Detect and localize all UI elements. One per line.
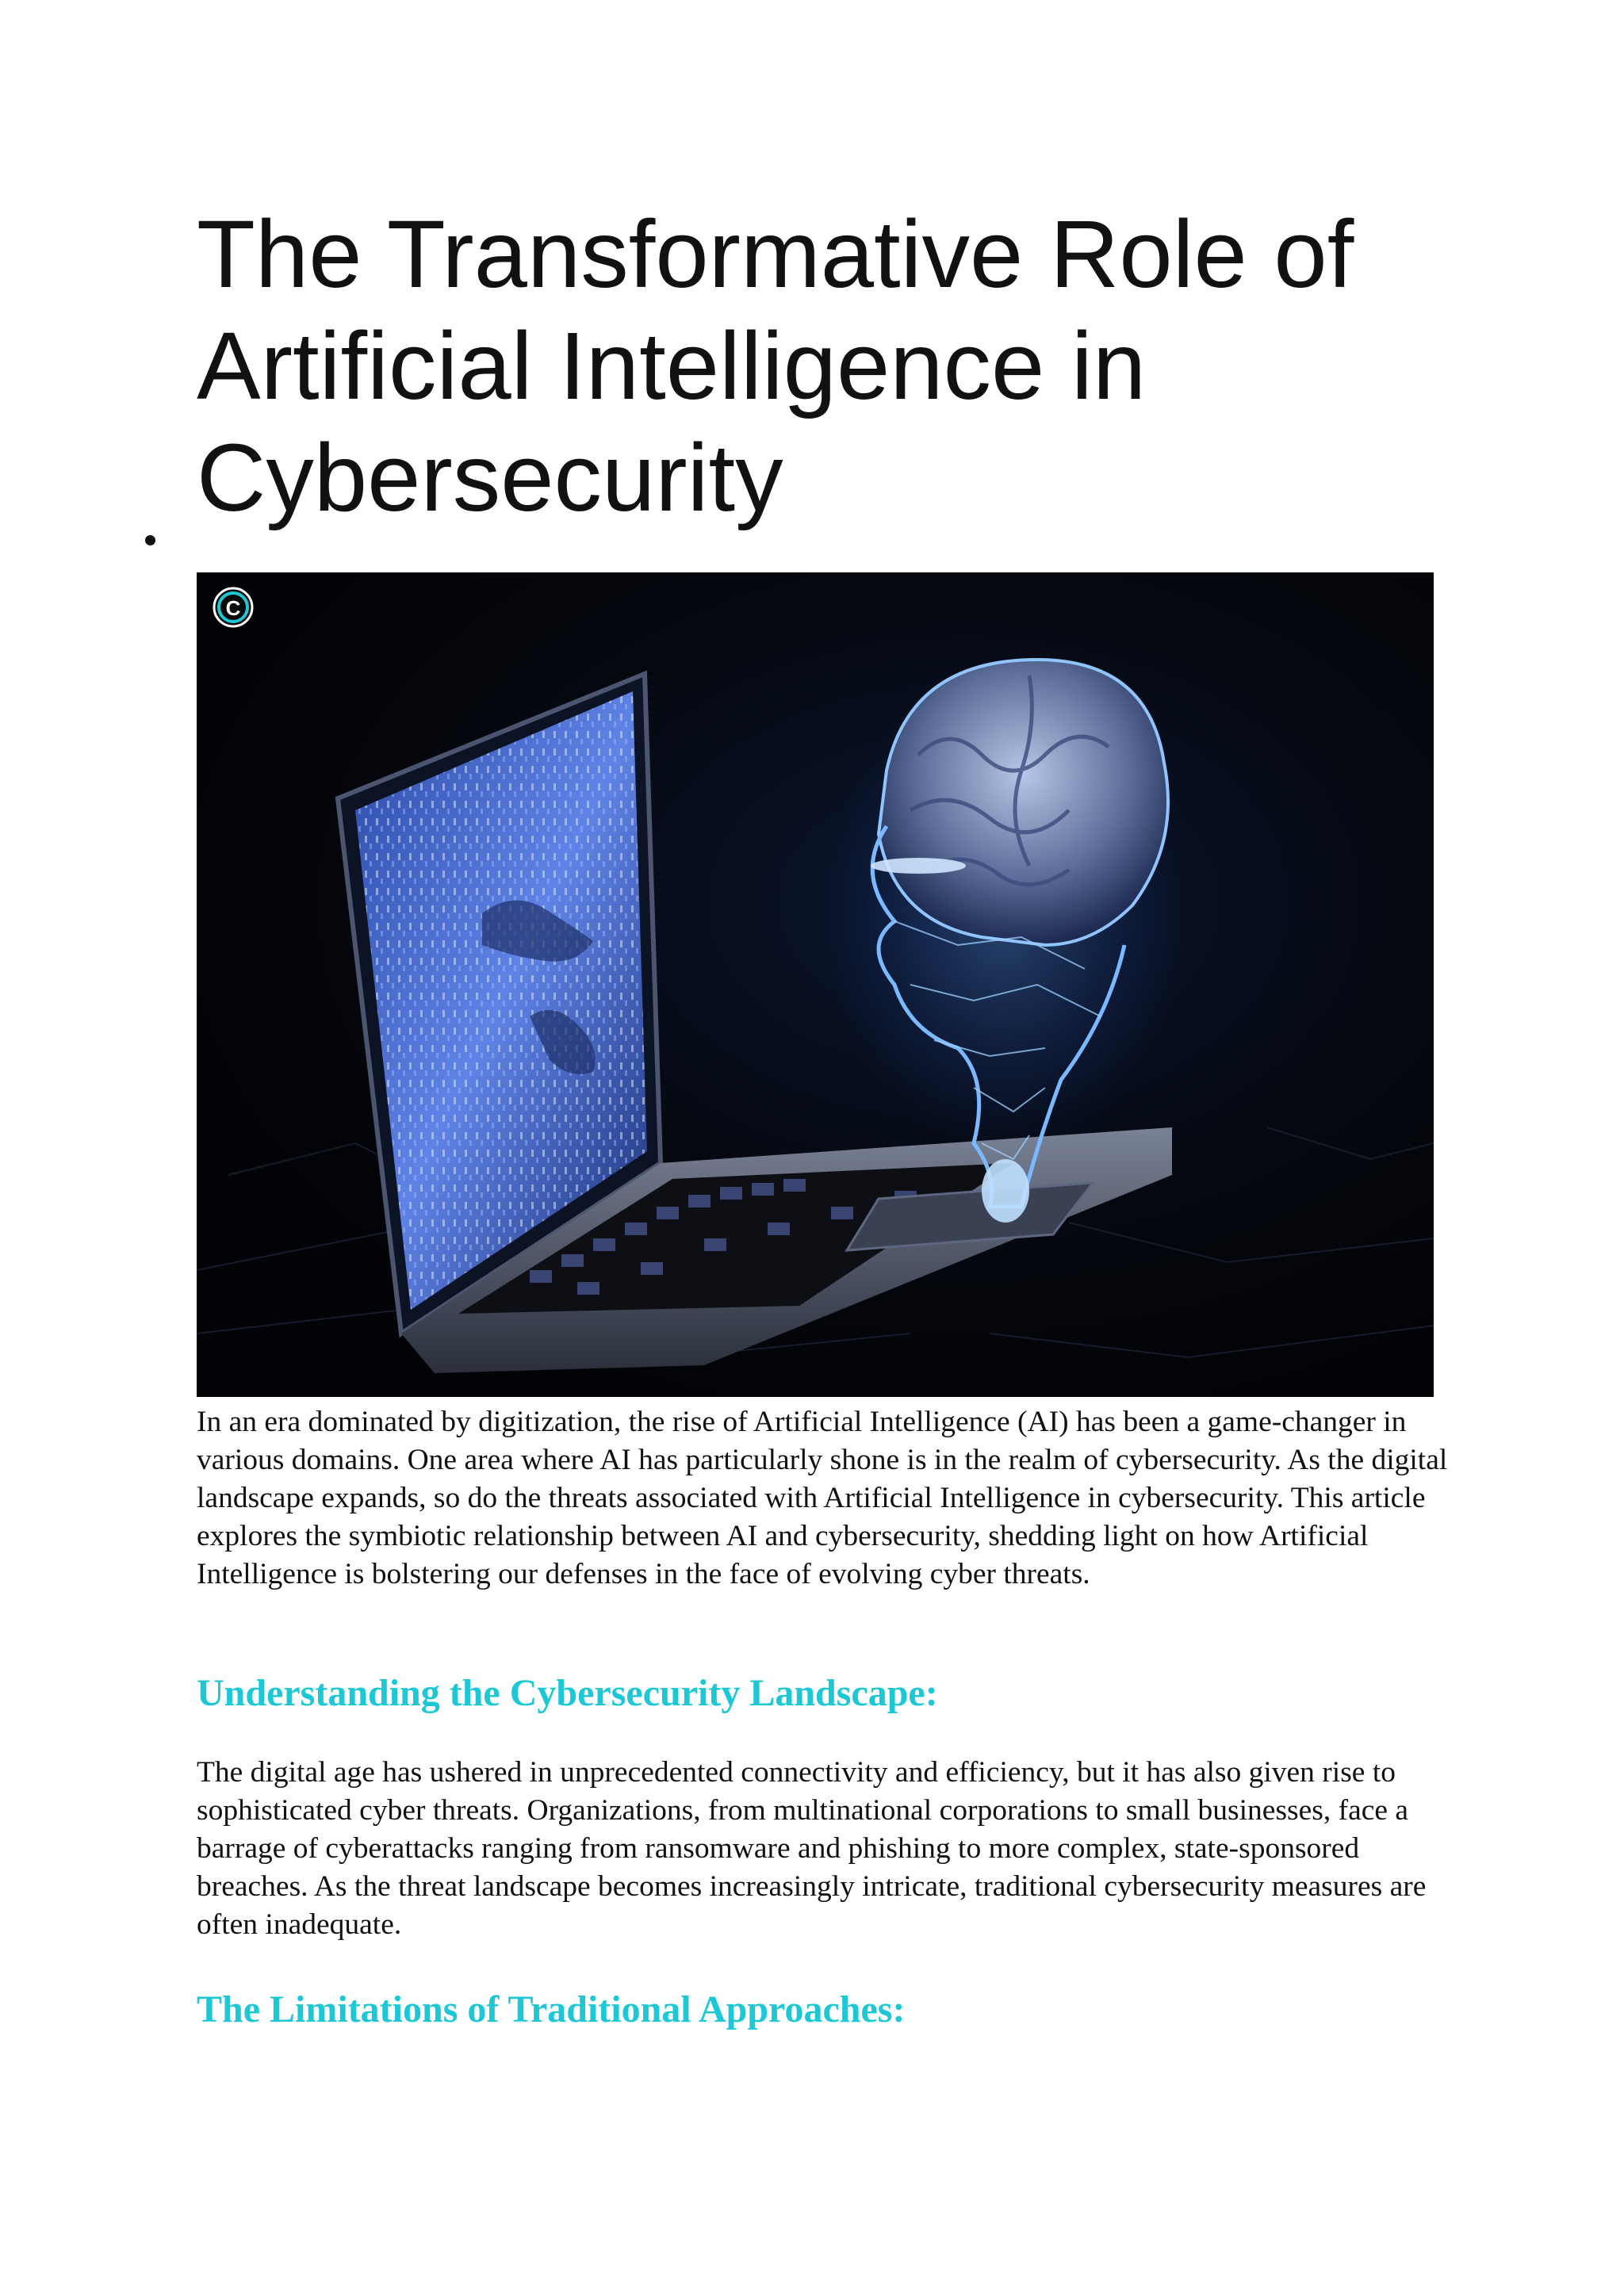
section-body-landscape: The digital age has ushered in unprecedented connectivity and efficiency, but it has also given rise to sophisticated cyber threats. Organizations, from multinational corporations to small businesses, face a barrage of cyberattacks ranging from ransomware and phishing to more complex, state-sponsored breaches. As the threat landscape becomes increasingly intricate, traditional cybersecurity measures are often inadequate. bbox=[197, 1756, 1427, 1941]
list-bullet bbox=[145, 535, 155, 545]
intro-paragraph: In an era dominated by digitization, the rise of Artificial Intelligence (AI) has been a game-changer in various domains. One area where AI has particularly shone is in the realm of cybersecurity. As the digital landscape expands, so do the threats associated with Artificial Intelligence in cybersecurity. This article explores the symbiotic relationship between AI and cybersecurity, shedding light on how Artificial Intelligence is bolstering our defenses in the face of evolving cyber threats. bbox=[197, 1406, 1448, 1590]
svg-text:C: C bbox=[225, 596, 241, 620]
section-heading-landscape: Understanding the Cybersecurity Landscape: bbox=[197, 1672, 938, 1714]
hero-image bbox=[197, 572, 1434, 1397]
ai-brain-laptop-illustration bbox=[197, 572, 1434, 1397]
article-title: The Transformative Role of Artificial Intelligence in Cybersecurity bbox=[197, 200, 1354, 531]
section-heading-limitations: The Limitations of Traditional Approaches: bbox=[197, 1988, 906, 2030]
brand-logo bbox=[214, 588, 252, 626]
